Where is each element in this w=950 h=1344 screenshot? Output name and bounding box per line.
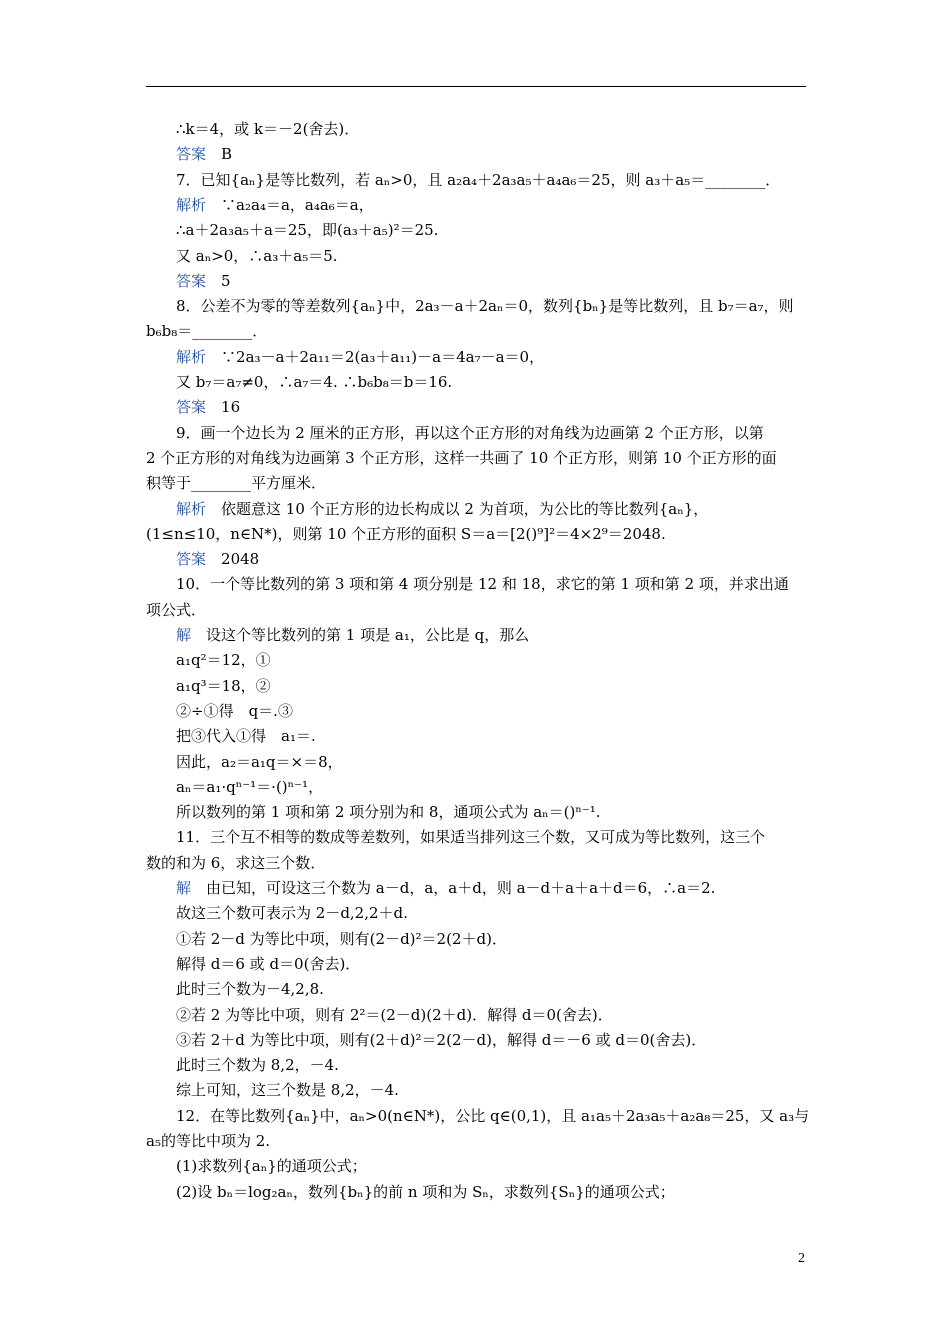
line-text: 此时三个数为 8,2，－4.	[176, 1056, 339, 1075]
text-line	[146, 1131, 270, 1151]
text-line	[176, 878, 715, 898]
text-line	[176, 625, 529, 645]
text-line	[176, 170, 780, 190]
line-text: a₁q²＝12，①	[176, 651, 271, 670]
line-text: 设这个等比数列的第 1 项是 a₁，公比是 q，那么	[206, 626, 530, 644]
text-line	[176, 929, 507, 949]
line-text: a₁q³＝18，②	[176, 676, 271, 695]
text-line	[176, 347, 544, 367]
text-line	[176, 777, 323, 797]
text-line	[176, 423, 764, 443]
text-line	[146, 473, 326, 493]
line-text: 项公式．	[146, 600, 207, 619]
text-line	[176, 549, 259, 569]
text-line	[176, 119, 359, 139]
text-line	[176, 296, 794, 316]
text-line	[176, 1030, 706, 1050]
line-text: 综上可知，这三个数是 8,2，－4.	[176, 1081, 399, 1100]
line-text: ∵a₂a₄＝a，a₄a₆＝a，	[221, 195, 374, 214]
line-text: ②若 2 为等比中项，则有 2²＝(2－d)(2＋d)．解得 d＝0(舍去)．	[176, 1005, 613, 1024]
text-line	[146, 524, 666, 544]
text-line	[176, 246, 338, 266]
text-line	[176, 802, 601, 822]
line-text: aₙ＝a₁·qⁿ⁻¹＝·()ⁿ⁻¹，	[176, 777, 324, 796]
line-text: 又 b₇＝a₇≠0，∴a₇＝4. ∴b₆b₈＝b＝16.	[176, 373, 453, 391]
text-line	[176, 701, 293, 721]
text-line	[176, 574, 789, 594]
text-line	[176, 903, 408, 923]
text-line	[146, 321, 267, 341]
section-label: 解	[176, 879, 192, 897]
line-text: (1≤n≤10，n∈N*)，则第 10 个正方形的面积 S＝a＝[2()⁹]²＝4×2⁹＝2048.	[146, 524, 666, 543]
line-text: 积等于________平方厘米．	[146, 474, 327, 493]
text-line	[176, 954, 360, 974]
section-label: 解	[176, 626, 192, 644]
line-text: 因此，a₂＝a₁q＝×＝8，	[176, 752, 343, 771]
line-text: 又 aₙ>0，∴a₃＋a₅＝5.	[176, 246, 338, 265]
text-line	[176, 650, 271, 670]
line-text: a₅的等比中项为 2.	[146, 1132, 271, 1150]
text-line	[176, 1182, 675, 1202]
line-text: (1)求数列{aₙ}的通项公式；	[176, 1157, 367, 1176]
text-line	[176, 195, 374, 215]
line-text: 故这三个数可表示为 2－d,2,2＋d.	[176, 904, 408, 923]
line-text: 10．一个等比数列的第 3 项和第 4 项分别是 12 和 18，求它的第 1 项和第 2 项，并求出通	[176, 575, 789, 594]
section-label: 解析	[176, 499, 207, 518]
line-text: 把③代入①得 a₁＝.	[176, 727, 316, 746]
text-line	[176, 220, 438, 240]
text-line	[176, 827, 765, 847]
text-line	[176, 726, 316, 746]
text-line	[176, 979, 324, 999]
text-line	[176, 752, 343, 772]
text-line	[176, 144, 232, 164]
text-line	[176, 397, 240, 417]
text-line	[176, 1106, 809, 1126]
line-text: (2)设 bₙ＝log₂aₙ，数列{bₙ}的前 n 项和为 Sₙ，求数列{Sₙ}的通项公式；	[176, 1182, 675, 1201]
line-text: 所以数列的第 1 项和第 2 项分别为和 8，通项公式为 aₙ＝()ⁿ⁻¹.	[176, 803, 601, 822]
section-label: 解析	[176, 347, 207, 366]
text-line	[176, 1080, 399, 1100]
header-rule	[146, 86, 806, 87]
section-label: 答案	[176, 271, 207, 290]
line-text: b₆b₈＝________．	[146, 322, 268, 341]
line-text: ①若 2－d 为等比中项，则有(2－d)²＝2(2＋d)．	[176, 929, 507, 948]
line-text: ∴k＝4，或 k＝－2(舍去)．	[176, 120, 360, 138]
text-line	[176, 271, 231, 291]
line-text: 解得 d＝6 或 d＝0(舍去)．	[176, 954, 361, 973]
line-text: 数的和为 6，求这三个数．	[146, 853, 326, 872]
line-text: ∵2a₃－a＋2a₁₁＝2(a₃＋a₁₁)－a＝4a₇－a＝0，	[221, 347, 545, 366]
text-line	[176, 1055, 339, 1075]
section-label: 答案	[176, 145, 207, 164]
line-text: 11．三个互不相等的数成等差数列，如果适当排列这三个数，又可成为等比数列，这三个	[176, 828, 766, 847]
line-text: B	[221, 145, 233, 164]
page-number: 2	[798, 1251, 805, 1266]
text-line	[146, 448, 777, 468]
text-line	[176, 1005, 613, 1025]
line-text: 16	[221, 398, 241, 417]
section-label: 解析	[176, 195, 207, 214]
line-text: 2048	[221, 550, 260, 569]
line-text: 8．公差不为零的等差数列{aₙ}中，2a₃－a＋2aₙ＝0，数列{bₙ}是等比数列，且 b₇＝a₇，则	[176, 297, 794, 316]
line-text: ③若 2＋d 为等比中项，则有(2＋d)²＝2(2－d)，解得 d＝－6 或 d＝0(舍去)．	[176, 1030, 707, 1049]
line-text: 7．已知{aₙ}是等比数列，若 aₙ>0，且 a₂a₄＋2a₃a₅＋a₄a₆＝25，则 a₃＋a₅＝________．	[176, 170, 781, 189]
line-text: 由已知，可设这三个数为 a－d，a，a＋d，则 a－d＋a＋a＋d＝6，∴a＝2.	[206, 879, 716, 897]
text-line	[176, 372, 452, 392]
text-line	[176, 676, 271, 696]
line-text: ∴a＋2a₃a₅＋a＝25，即(a₃＋a₅)²＝25.	[176, 221, 439, 240]
line-text: 2 个正方形的对角线为边画第 3 个正方形，这样一共画了 10 个正方形，则第 10 个正方形的面	[146, 448, 777, 467]
line-text: 12．在等比数列{aₙ}中，aₙ>0(n∈N*)，公比 q∈(0,1)，且 a₁a₅＋2a₃a₅＋a₂a₈＝25，又 a₃与	[176, 1106, 810, 1125]
text-line	[176, 1156, 367, 1176]
section-label: 答案	[176, 550, 207, 569]
line-text: 依题意这 10 个正方形的边长构成以 2 为首项，为公比的等比数列{aₙ}，	[221, 499, 709, 518]
line-text: 此时三个数为－4,2,8.	[176, 980, 324, 999]
text-line	[176, 499, 708, 519]
text-line	[146, 600, 206, 620]
text-line	[146, 853, 325, 873]
section-label: 答案	[176, 398, 207, 417]
line-text: ②÷①得 q＝.③	[176, 701, 293, 720]
line-text: 9．画一个边长为 2 厘米的正方形，再以这个正方形的对角线为边画第 2 个正方形，以第	[176, 423, 764, 442]
line-text: 5	[221, 271, 231, 290]
